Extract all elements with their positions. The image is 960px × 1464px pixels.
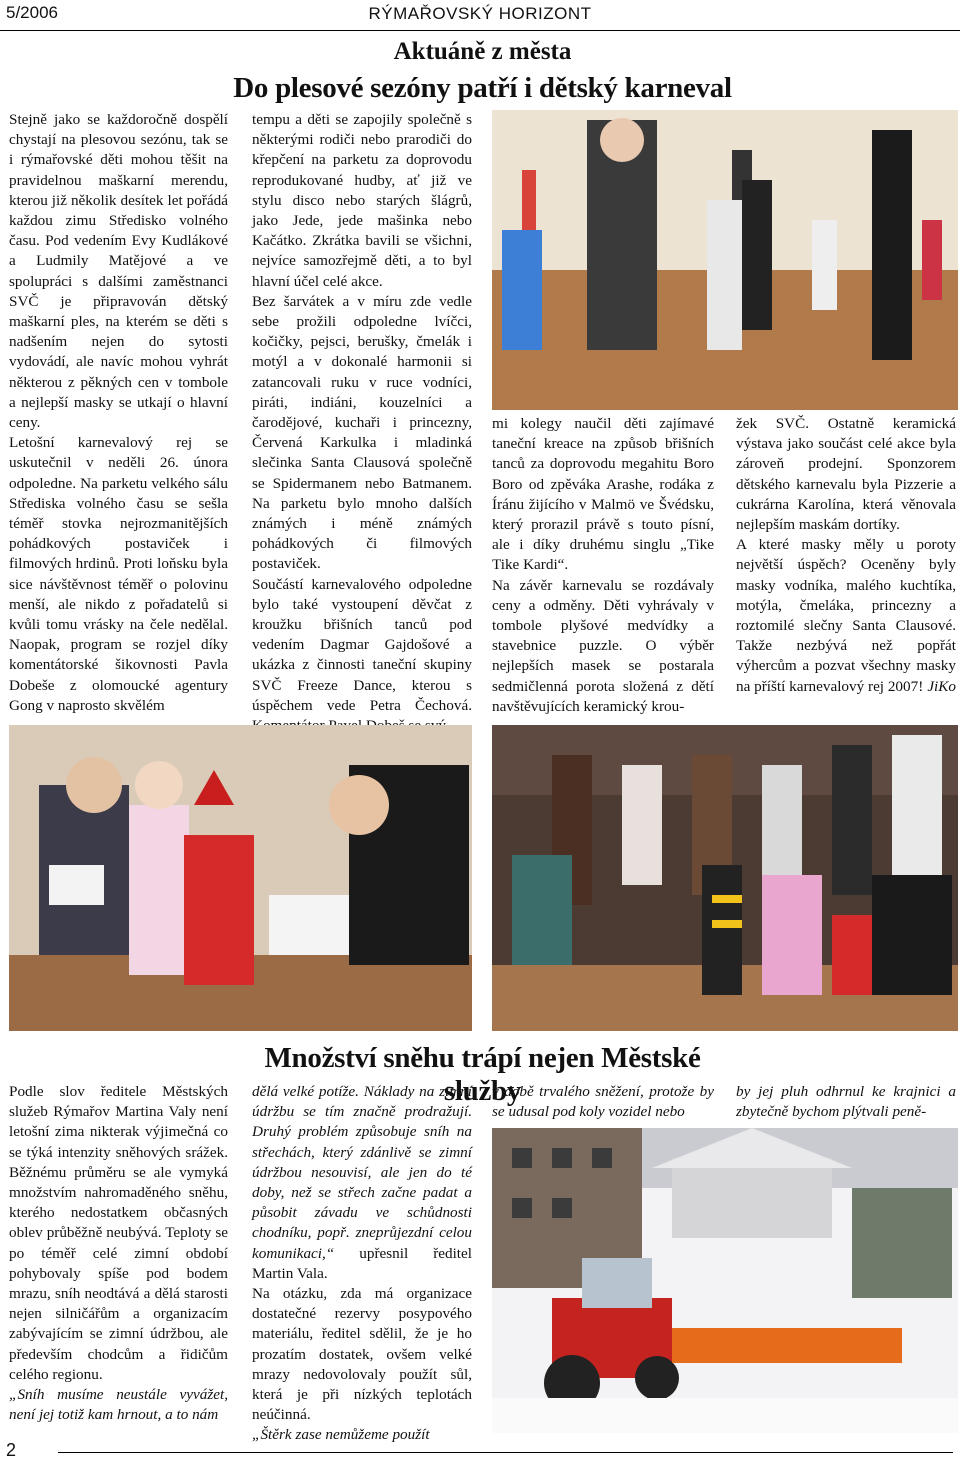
paragraph: A které masky měly u poroty největší úspěch? Oceněny byly masky vodníka, malého kuchtíka, motýla, čmeláka, princezny a roztomilé slečny Santa Clausové. Takže nezbývá než popřát výhercům a pozvat všechny masky na příští karnevalový rej 2007! xyxy=(736,536,956,695)
section-title: Aktuáně z města xyxy=(393,38,572,65)
issue-number: 5/2006 xyxy=(6,3,58,22)
newspaper-name: RÝMAŘOVSKÝ HORIZONT xyxy=(368,4,592,23)
article1-column-4 xyxy=(736,414,956,697)
article1-headline: Do plesové sezóny patří i dětský karneval xyxy=(233,72,732,104)
paragraph: tempu a děti se zapojily společně s některými rodiči nebo prarodiči do křepčení na parketu za doprovodu reprodukované hudby, ať již ve stylu disco nebo starých šlágrů, jako Jede, jede mašinka nebo Kačátko. Zkrátka bavili se všichni, nejvíce samozřejmě děti, a to byl hlavní účel celé akce. xyxy=(252,111,472,290)
paragraph: Součástí karnevalového odpoledne bylo také vystoupení děvčat z kroužku břišních tanců pod vedením Dagmar Gajdošové a ukázka z činnosti taneční skupiny SVČ Freeze Dance, kterou s úspěchem vede Petra Čechová. xyxy=(252,575,472,714)
author-signature: JiKo xyxy=(927,677,956,695)
paragraph: Na závěr karnevalu se rozdávaly ceny a odměny. Děti vyhrávaly v tombole plyšové medvídky a stavebnice puzzle. O výběr nejlepších masek se postarala sedmičlenná porota složená z dětí navštěvujících keramický krou- xyxy=(492,576,714,715)
photo-snow-tractor xyxy=(492,1128,958,1433)
article2-column-4 xyxy=(736,1082,956,1122)
photo-children-dancing xyxy=(492,110,958,410)
page-number: 2 xyxy=(6,1440,17,1460)
paragraph xyxy=(252,1082,472,1284)
photo-children-awards xyxy=(492,725,958,1031)
photo-child-with-cake xyxy=(9,725,472,1031)
paragraph: žek SVČ. Ostatně keramická výstava jako součást celé akce byla zároveň prodejní. Sponzorem dětského karnevalu byla Pizzerie a cukrárna Karolína, která věnovala nejlepším maskám dortíky. xyxy=(736,415,956,534)
footer-rule xyxy=(58,1452,953,1453)
paragraph-quote: „Štěrk zase nemůžeme použít xyxy=(252,1426,430,1444)
article1-column-2 xyxy=(252,110,472,736)
paragraph: Letošní karnevalový rej se uskutečnil v neděli 26. února odpoledne. Na parketu velkého sálu Střediska volného času se sešla téměř stovka nejrozmanitějších pohádkových postaviček i filmových hrdinů. Proti loňsku byla sice návštěvnost téměř o polovinu menší, ale nikdo z pořadatelů si kvůli tomu vrásky na čele nedělal. Naopak, program se rozjel díky komentátorské šikovnosti Pavla Dobeše z olomoucké agentury Gong v naprosto skvělém xyxy=(9,434,228,714)
paragraph: Bez šarvátek a v míru zde vedle sebe prožili odpoledne lvíčci, kočičky, pejsci, berušky, čmelák i motýl a v dokonalé harmonii si zatancovali ruku v ruce vodníci, piráti, indiáni, kouzelníci a čarodějové, kuchaři i princezny, Červená Karkulka i mladinká slečinka Santa Clausová společně se Spidermanem nebo Batmanem. Na parketu bylo mnoho dalších známých i méně známých pohádkových či filmových postaviček. xyxy=(252,292,472,573)
paragraph-quote: v době trvalého sněžení, protože by se udusal pod koly vozidel nebo xyxy=(492,1083,714,1121)
paragraph-quote: by jej pluh odhrnul ke krajnici a zbytečně bychom plýtvali peně- xyxy=(736,1083,956,1121)
paragraph: Podle slov ředitele Městských služeb Rýmařov Martina Valy není letošní zima nikterak výjimečná co se týká intenzity sněhových srážek. Běžnému průměru se ale vymyká množstvím nahromaděného sněhu, kterého nedostatkem občasných oblev průběžně neubývá. Teploty se po téměř celé zimní období pohybovaly spíše pod bodem mrazu, sníh neodtává a dělá starosti nejen silničářům a organizacím zabývajícím se zimní údržbou, ale především chodcům a řidičům celého regionu. xyxy=(9,1083,228,1383)
article1-column-1 xyxy=(9,110,228,716)
page-header xyxy=(0,0,960,31)
quote-text: dělá velké potíže. Náklady na zimní údržbu se tím značně prodražují. Druhý problém způsobuje sníh na střechách, který zdánlivě se zimní údržbou nesouvisí, ale jen do té doby, než se střech začne padat a působit závadu ve schůdnosti chodníku, popř. zneprůjezdní celou komunikaci,“ xyxy=(252,1083,472,1262)
article2-column-3 xyxy=(492,1082,714,1122)
article2-column-2 xyxy=(252,1082,472,1446)
article2-column-1 xyxy=(9,1082,228,1425)
paragraph-quote: „Sníh musíme neustále vyvážet, není jej totiž kam hrnout, a to nám xyxy=(9,1386,228,1424)
article1-column-3 xyxy=(492,414,714,717)
attribution-text: upřesnil ředitel Martin Vala. xyxy=(252,1244,472,1282)
paragraph: Stejně jako se každoročně dospělí chystají na plesovou sezónu, tak se i rýmařovské děti mohou těšit na pravidelnou maškarní merendu, kterou již několik desítek let pořádá každou zimu Středisko volného času. Pod vedením Evy Kudlákové a Ludmily Matějové a ve spolupráci s dalšími zaměstnanci SVČ je připravován dětský maškarní ples, na kterém se děti s nadšením nejen do sytosti vydovádí, ale navíc mohou vyhrát některou z pěkných cen v tombole a nejlepší masky se utkají o hlavní ceny. xyxy=(9,111,228,432)
article2-headline: Množství sněhu trápí nejen Městské služby xyxy=(264,1042,701,1107)
paragraph: mi kolegy naučil děti zajímavé taneční kreace na způsob břišních tanců za doprovodu megahitu Boro Boro od zpěváka Arashe, rodáka z Íránu žijícího v Malmö ve Švédsku, který prorazil právě s touto písní, ale i díky druhému singlu „Tike Tike Kardi“. xyxy=(492,415,714,574)
paragraph: Na otázku, zda má organizace dostatečné rezervy posypového materiálu, ředitel sdělil, že je ho prozatím dostatek, ovšem velké mrazy nedovolovaly použít sůl, která je při nízkých teplotách neúčinná. xyxy=(252,1285,472,1424)
